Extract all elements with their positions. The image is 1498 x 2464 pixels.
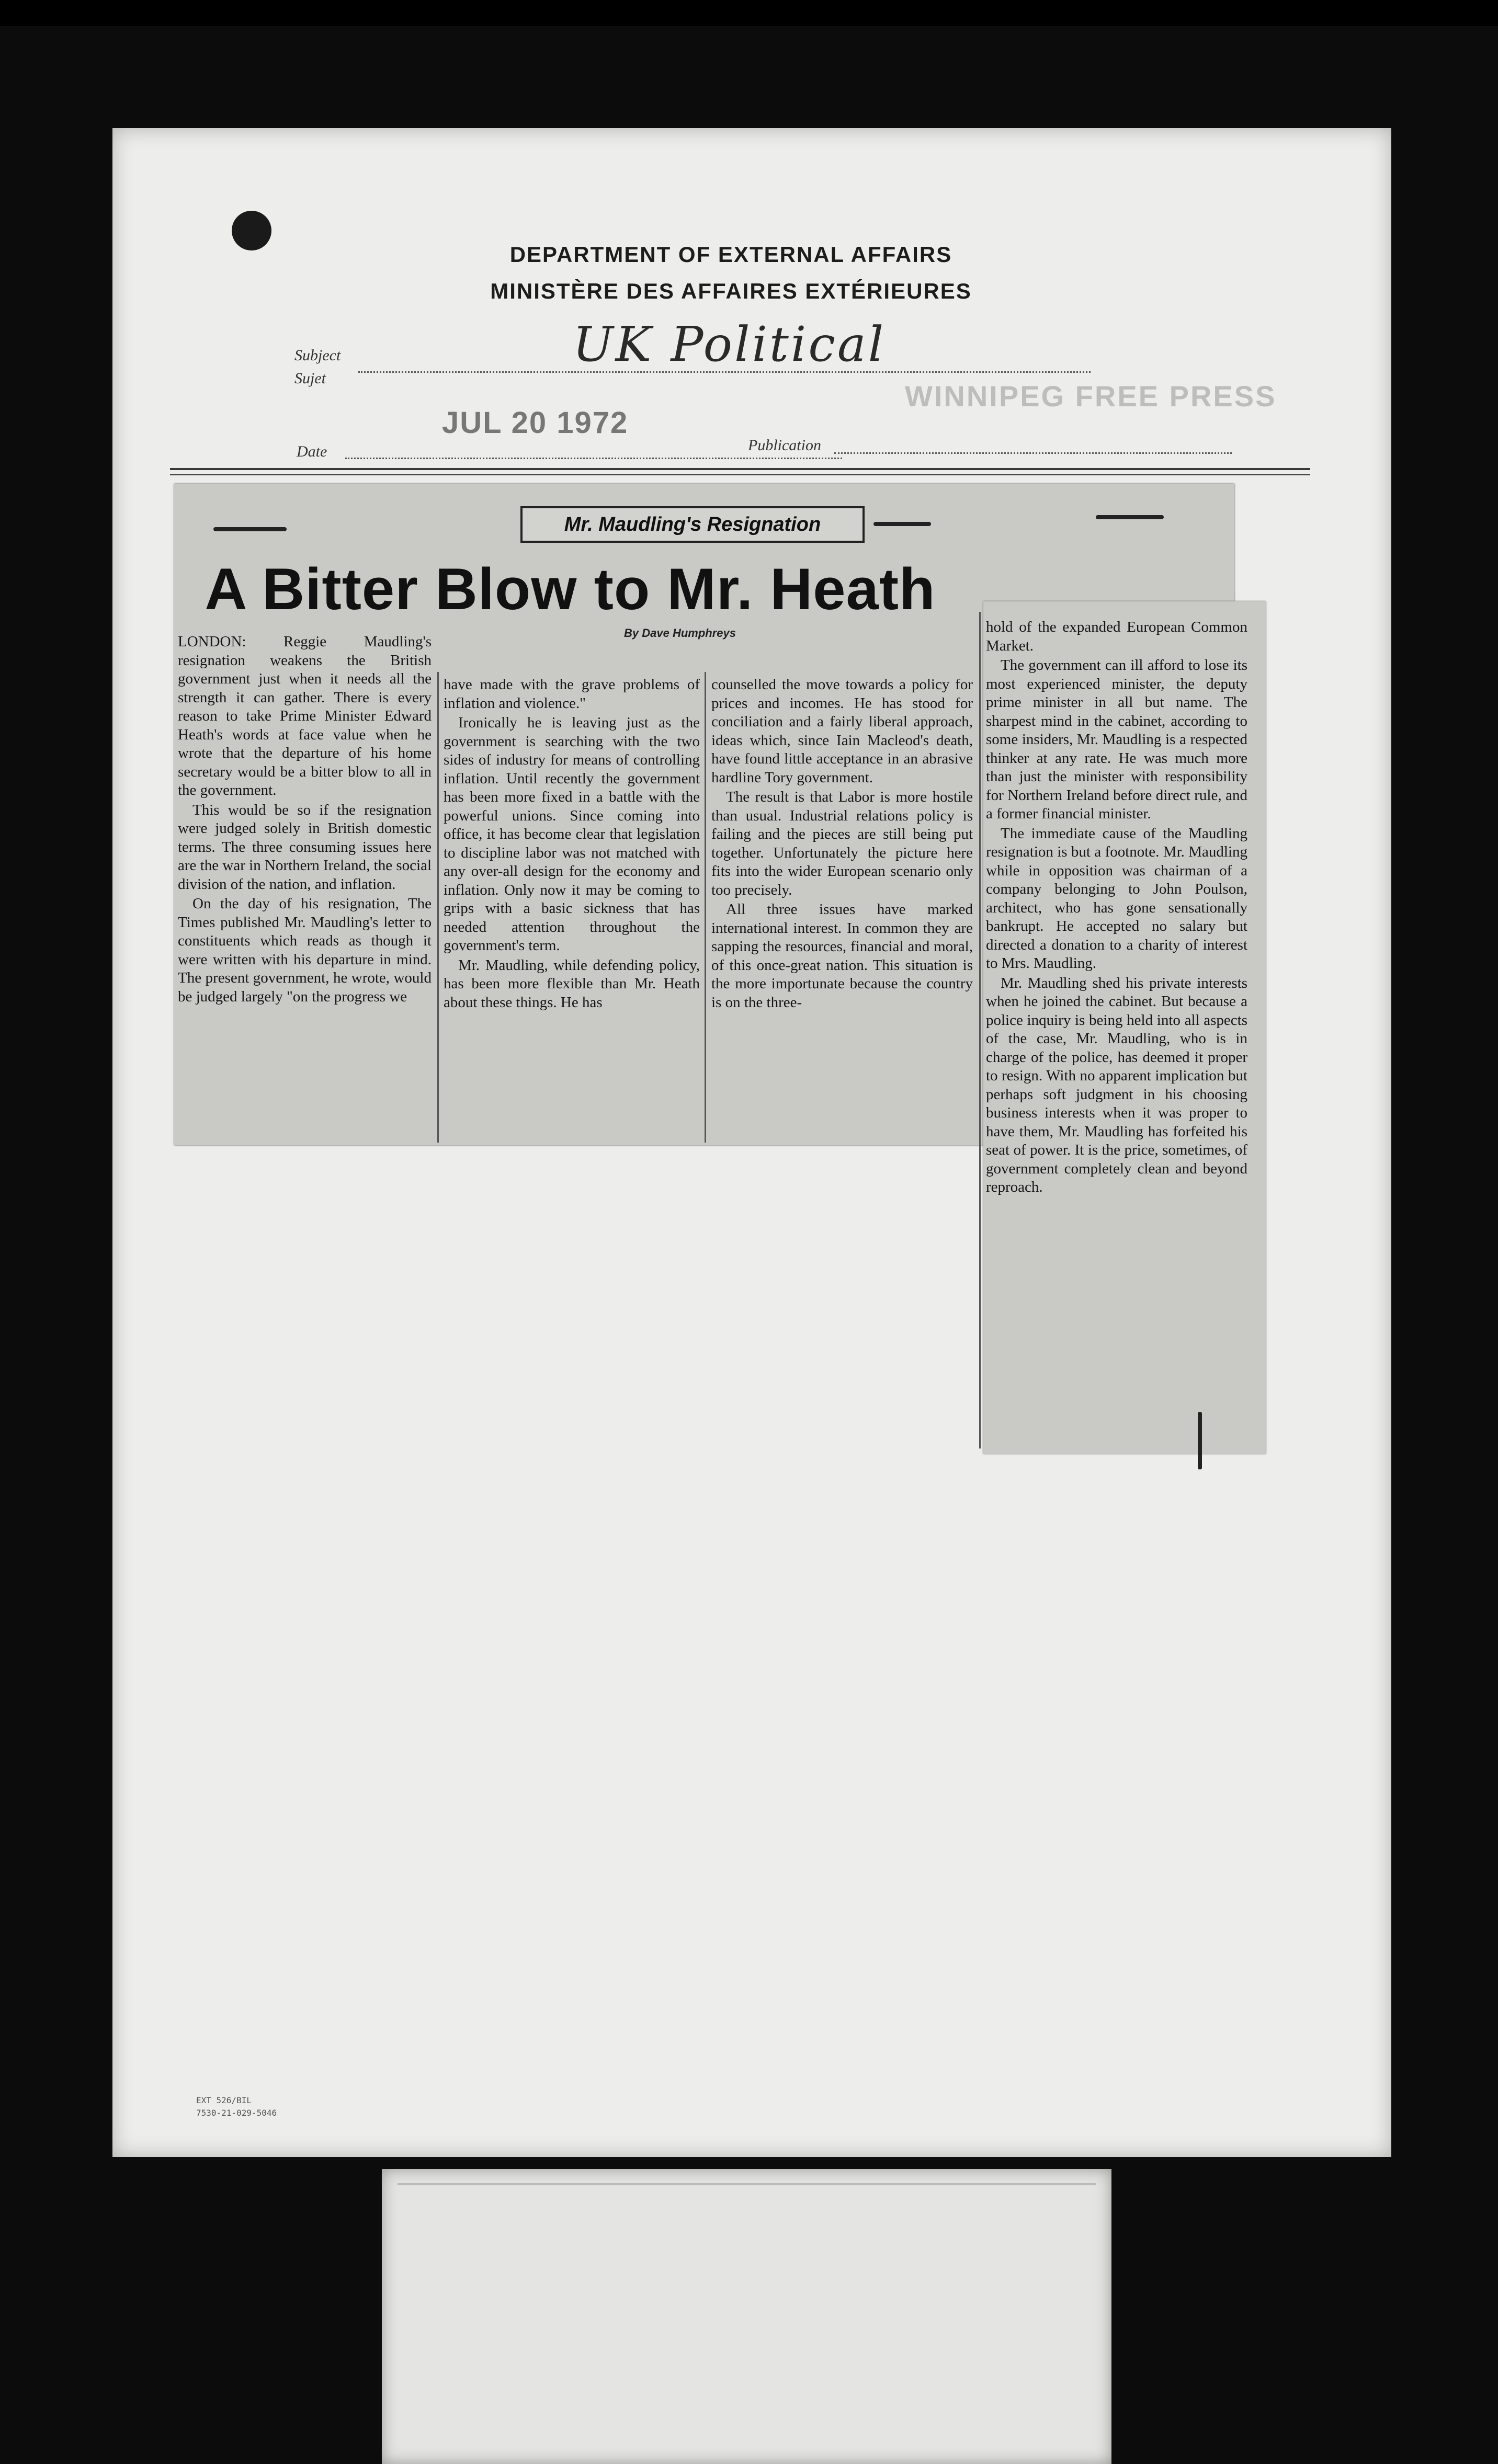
date-label: Date [297,443,327,460]
column-divider [437,672,439,1143]
article-column-2 [444,676,700,1143]
col1-paragraph: LONDON: Reggie Maudling's resignation weakens the British government just when it needs all the strength it can gather. There is every reason to take Prime Minister Edward Heath's words at face value when he wrote that the departure of his home secretary would be a bitter blow to all in the government. [178,633,432,798]
ornament-dash-right [873,522,931,526]
publication-label: Publication [748,437,821,454]
col1-paragraph: This would be so if the resignation were judged solely in British domestic terms. The three consuming issues here are the war in Northern Ireland, the social division of the nation, and inflation. [178,801,432,893]
col3-paragraph: counselled the move towards a policy for prices and incomes. He has stood for conciliation and a fairly liberal approach, ideas which, since Iain Macleod's death, have found little acceptance in an abrasive hardline Tory government. [711,676,973,786]
col3-paragraph: All three issues have marked international interest. In common they are sapping the resources, financial and moral, of this once-great nation. This situation is the more importunate because the country is on the three- [711,901,973,1011]
form-number-line2: 7530-21-029-5046 [196,2108,277,2118]
header-rule-top [170,468,1310,470]
col4-paragraph: The immediate cause of the Maudling resignation is but a footnote. Mr. Maudling while in opposition was chairman of a company belonging to John Poulson, architect, who has gone sensationally bankrupt. He accepted no salary but directed a donation to a charity of interest to Mrs. Maudling. [986,825,1247,972]
article-column-4 [986,618,1247,1452]
subject-label: Subject [294,347,341,364]
col4-paragraph: hold of the expanded European Common Market. [986,619,1247,654]
column-divider [705,672,706,1143]
letterhead-english: DEPARTMENT OF EXTERNAL AFFAIRS [509,242,952,267]
folder-tab [382,2169,1111,2464]
publication-stamp: WINNIPEG FREE PRESS [905,380,1277,413]
article-column-3 [711,676,973,1143]
ornament-dash-far-right [1096,515,1164,519]
letterhead-french: MINISTÈRE DES AFFAIRES EXTÉRIEURES [490,279,972,303]
subject-label-fr: Sujet [294,370,326,387]
pen-mark [1198,1412,1202,1469]
article-byline: By Dave Humphreys [624,626,736,640]
col2-paragraph: Mr. Maudling, while defending policy, has been more flexible than Mr. Heath about these things. He has [444,956,700,1011]
article-headline: A Bitter Blow to Mr. Heath [205,556,936,622]
form-number [196,2094,277,2119]
col2-paragraph: Ironically he is leaving just as the government is searching with the two sides of industry for means of controlling inflation. Until recently the government has been more fixed in a battle with the powerful unions. Since coming into office, it has become clear that legislation to discipline labor was not matched with any over-all design for the economy and inflation. Only now it may be coming to grips with a basic sickness that has needed attention throughout the government's term. [444,714,700,954]
ornament-dash-left [213,527,287,531]
col4-paragraph: Mr. Maudling shed his private interests when he joined the cabinet. But because a police inquiry is being held into all aspects of the case, Mr. Maudling, who is in charge of the police, has deemed it proper to resign. With no apparent implication but perhaps soft judgment in his choosing business interests when it was proper to have them, Mr. Maudling has forfeited his seat of power. It is the price, sometimes, of government completely clean and beyond reproach. [986,974,1247,1195]
col2-paragraph: have made with the grave problems of inflation and violence." [444,676,700,712]
col3-paragraph: The result is that Labor is more hostile than usual. Industrial relations policy is failing and the pieces are still being put together. Unfortunately the picture here fits into the wider European scenario only too precisely. [711,789,973,898]
form-number-line1: EXT 526/BIL [196,2095,252,2105]
col1-paragraph: On the day of his resignation, The Times published Mr. Maudling's letter to constituents which reads as though it were written with his departure in mind. The present government, he wrote, would be judged largely "on the progress we [178,895,432,1005]
col4-paragraph: The government can ill afford to lose its most experienced minister, the deputy prime minister in all but name. The sharpest mind in the cabinet, according to some insiders, Mr. Maudling is a respected thinker at any rate. He was much more than just the minister with responsibility for Northern Ireland before direct rule, and a former financial minister. [986,657,1247,822]
article-kicker: Mr. Maudling's Resignation [520,506,865,543]
publication-line [834,452,1232,454]
folder-tab-edge [398,2183,1096,2185]
film-top-border [0,0,1498,26]
article-column-1 [178,633,432,1143]
subject-handwritten: UK Political [573,316,886,372]
column-divider [979,612,981,1448]
date-stamp: JUL 20 1972 [442,406,629,440]
header-rule-bottom [170,474,1310,475]
date-line [345,458,842,459]
